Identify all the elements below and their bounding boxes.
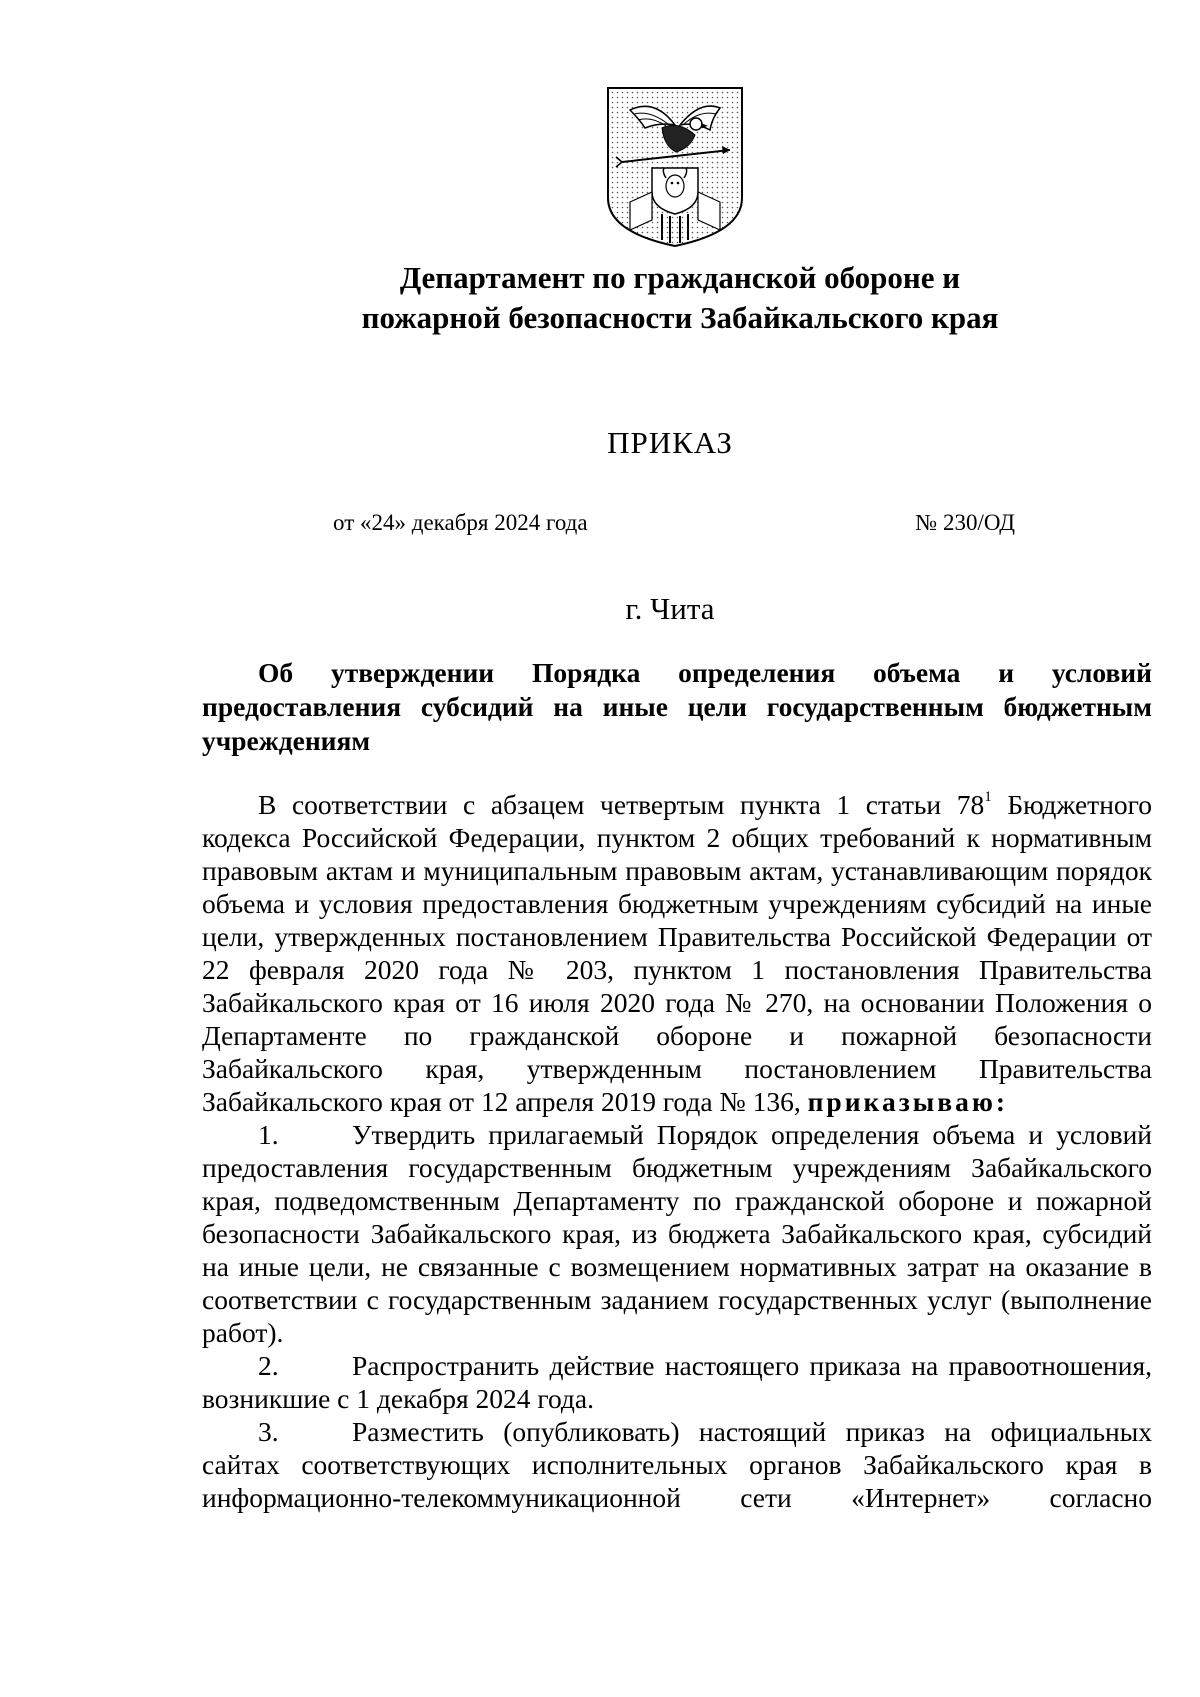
preamble-text-end: Бюджетного кодекса Российской Федерации, пунктом 2 общих требований к нормативным правовым актам и муниципальным правовым актам, устанавливающим порядок объема и условия предоставления бюджетным учреждениям субсидий на иные цели, утвержденных постановлением Правительства Российской Федерации от 22 февраля 2020 года № 203, пунктом 1 постановления Правительства Забайкальского края от 16 июля 2020 года № 270, на основании Положения о Департаменте по гражданской обороне и пожарной безопасности Забайкальского края, утвержденным постановлением Правительства Забайкальского края от 12 апреля 2019 года № 136, (202, 789, 1152, 1117)
list-item-text: Распространить действие настоящего приказа на правоотношения, возникшие с 1 декабря 2024 года. (202, 1350, 1152, 1414)
list-item-text: Утвердить прилагаемый Порядок определения объема и условий предоставления государственным бюджетным учреждениям Забайкальского края, подведомственным Департаменту по гражданской обороне и пожарной безопасности Забайкальского края, из бюджета Забайкальского края, субсидий на иные цели, не связанные с возмещением нормативных затрат на оказание в соответствии с государственным заданием государственных услуг (выполнение работ). (202, 1119, 1152, 1348)
list-item (202, 1349, 1152, 1415)
document-subject: Об утверждении Порядка определения объема и условий предоставления субсидий на иные цели государственным бюджетным учреждениям (202, 657, 1152, 756)
list-item-number: 2. (258, 1350, 279, 1381)
order-colon: : (995, 1086, 1009, 1117)
list-item (202, 1118, 1152, 1349)
document-type-title: ПРИКАЗ (607, 425, 733, 460)
order-word: приказываю (807, 1086, 996, 1117)
document-city: г. Чита (625, 591, 715, 626)
coat-of-arms-icon (600, 80, 750, 250)
preamble-paragraph (202, 788, 1152, 1118)
document-date: от «24» декабря 2024 года (333, 510, 588, 535)
list-item-number: 1. (258, 1119, 279, 1150)
document-body (202, 788, 1152, 1514)
article-superscript: 1 (984, 789, 992, 805)
list-item (202, 1415, 1152, 1514)
list-item-text: Разместить (опубликовать) настоящий приказ на официальных сайтах соответствующих исполнительных органов Забайкальского края в информационно-телекоммуникационной сети «Интернет» согласно (202, 1416, 1152, 1513)
document-number: № 230/ОД (915, 510, 1015, 535)
department-name-line-1: Департамент по гражданской обороне и (399, 260, 961, 295)
preamble-text-start: В соответствии с абзацем четвертым пункта 1 статьи 78 (258, 789, 985, 820)
department-name-line-2: пожарной безопасности Забайкальского края (361, 300, 999, 335)
list-item-number: 3. (258, 1416, 279, 1447)
